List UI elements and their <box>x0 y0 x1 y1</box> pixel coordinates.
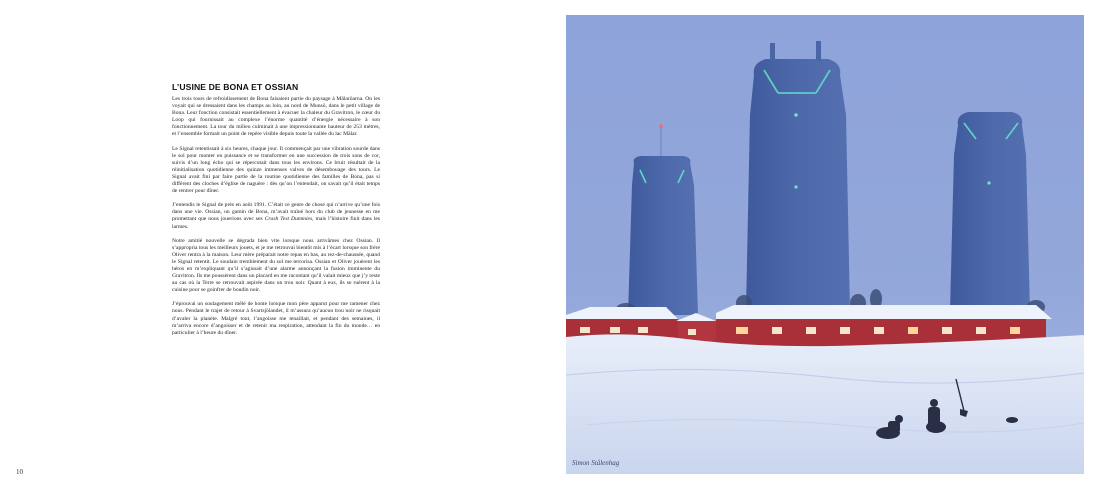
paragraph-3-text-a: J’entendis le Signal de près en août 1991. C’était ce genre de chose qui n’arrive qu’une fois dans une vie. Ossian, un gamin de Bona, m’avait traîné hors du club de jeunesse en me promettant que nous jouerions avec ses <box>172 202 380 223</box>
book-title-crash-test-dummies: Crash Test Dummies <box>264 216 313 223</box>
article-paragraph-1: Les trois tours de refroidissement de Bona faisaient partie du paysage à Mälaröarna. On les voyait qui se dressaient dans les champs au loin, au nord de Munsö, dans le petit village de Bona. Leur fonction consistait essentiellement à évacuer la chaleur du Gravitron, le cœur du Loop qui fournissait au complexe l’énorme quantité d’énergie nécessaire à son fonctionnement. La tour du milieu culminait à une impressionnante hauteur de 253 mètres, et l’ensemble formait un point de repère visible depuis toute la vallée du lac Mälar. <box>172 96 380 138</box>
snow-field <box>566 334 1084 474</box>
article-paragraph-3 <box>172 202 380 230</box>
article <box>172 82 380 344</box>
artist-signature: Simon Stålenhag <box>572 459 620 467</box>
article-title: L’USINE DE BONA ET OSSIAN <box>172 82 299 92</box>
right-page <box>550 0 1100 491</box>
article-paragraph-5: J’éprouvai un soulagement mêlé de honte lorsque mon père apparut pour me ramener chez nous. Pendant le trajet de retour à Svartsjölandet, il m’assura qu’aucun trou noir ne risquait d’avaler la planète. Malgré tout, l’angoisse me tenaillait, et pendant des semaines, il m’arriva encore d’angoisser et de retenir ma respiration, attendant la fin du monde… en particulier à l’heure du dîner. <box>172 301 380 336</box>
paragraph-3-text-b: , mais l’histoire finit dans les larmes. <box>172 216 380 230</box>
article-paragraph-4: Notre amitié nouvelle se dégrada bien vite lorsque nous arrivâmes chez Ossian. Il s’appropria tous les meilleurs jouets, et je me retrouvai bientôt mis à l’écart lorsque son frère Oliver rentra à la maison. Leur mère préparait notre repas en bas, au rez-de-chaussée, quand le Signal retentit. Le soudain tremblement du sol me terrorisa. Ossian et Oliver jouèrent les héros en m’expliquant qu’il s’agissait d’une alarme annonçant la fusion imminente du Gravitron. Ils me poussèrent dans un placard en me racontant qu’il valait mieux que j’y reste au cas où la Terre se retrouvait aspirée dans un trou noir. Quant à eux, ils se ruèrent à la cuisine pour se goinfrer de boudin noir. <box>172 237 380 294</box>
article-paragraph-2: Le Signal retentissait à six heures, chaque jour. Il commençait par une vibration sourde dans le sol pour monter en puissance et se transformer en une succession de trois sons de cor, suivis d’un long écho qui se répercutait dans tous les environs. Ce bruit résultait de la réinitialisation quotidienne des quinze immenses valves de désembouage des tours. Le Signal avait fini par faire partie de la routine quotidienne des familles de Bona, pas si différent des cloches d’église de naguère : dès qu’on l’entendait, on savait qu’il était temps de rentrer pour dîner. <box>172 145 380 195</box>
illustration-cooling-towers <box>566 15 1084 474</box>
page-number: 10 <box>16 468 23 476</box>
tower-right <box>950 112 1030 311</box>
tower-middle <box>746 41 850 310</box>
